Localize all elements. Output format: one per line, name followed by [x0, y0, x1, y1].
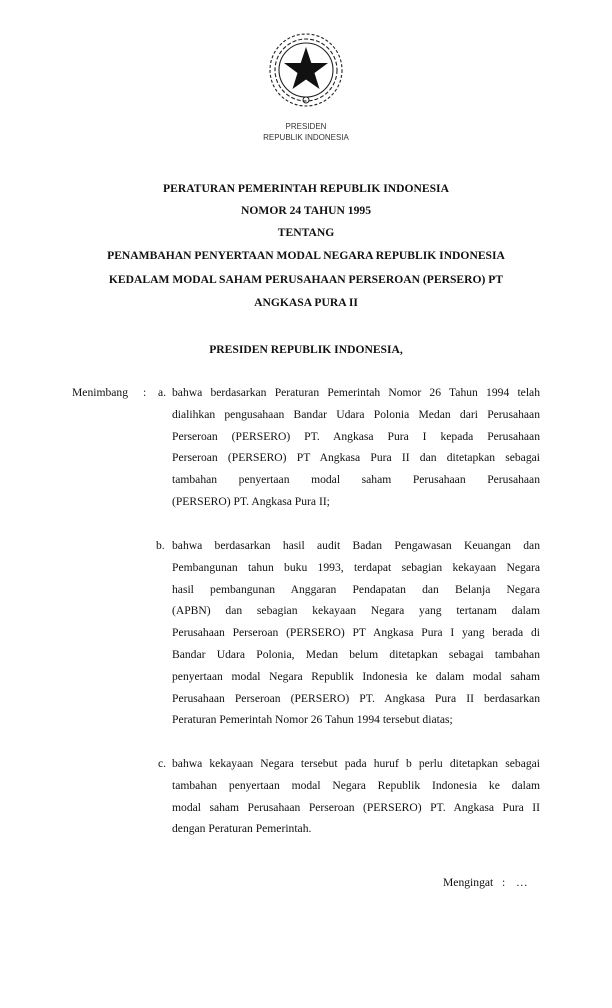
paragraph-line-text: penyertaan modal Negara Republik Indonesia ke dalam modal saham [172, 669, 540, 683]
paragraph-line-text: bahwa berdasarkan Peraturan Pemerintah Nomor 26 Tahun 1994 telah [172, 386, 540, 399]
paragraph-line-text: tambahan penyertaan modal saham Perusahaan Perusahaan [172, 473, 540, 487]
next-page-colon: : [502, 876, 506, 889]
paragraph-line [172, 386, 540, 399]
paragraph-line-text: Perseroan (PERSERO) PT. Angkasa Pura I kepada Perusahaan [172, 429, 540, 443]
paragraph-line [172, 648, 540, 661]
paragraph-line [172, 408, 540, 421]
paragraph-line [172, 713, 540, 726]
paragraph-line-text: hasil pembangunan Anggaran Pendapatan dan Belanja Negara [172, 582, 540, 596]
paragraph-line-text: Perseroan (PERSERO) PT Angkasa Pura II dan ditetapkan sebagai [172, 451, 540, 465]
paragraph-line [172, 670, 540, 683]
paragraph-line [172, 451, 540, 464]
paragraph-line [172, 757, 540, 770]
paragraph-line [172, 801, 540, 814]
paragraph-line [172, 539, 540, 552]
paragraph-line [172, 626, 540, 639]
item-marker: c. [158, 757, 167, 770]
menimbang-colon: : [143, 386, 147, 399]
seal-caption-republik: REPUBLIK INDONESIA [263, 133, 349, 142]
paragraph-line [172, 822, 540, 835]
paragraph-line [172, 692, 540, 705]
paragraph-line-text: (APBN) dan sebagian kekayaan Negara yang tertanam dalam [172, 604, 540, 618]
paragraph-line-text: dengan Peraturan Pemerintah. [172, 822, 312, 836]
paragraph-line [172, 604, 540, 617]
next-page-mengingat: Mengingat [443, 876, 494, 889]
paragraph-line-text: Peraturan Pemerintah Nomor 26 Tahun 1994 tersebut diatas; [172, 713, 453, 727]
seal-caption-presiden: PRESIDEN [285, 122, 327, 131]
paragraph-line-text: modal saham Perusahaan Perseroan (PERSERO) PT. Angkasa Pura II [172, 800, 540, 814]
paragraph-line-text: Bandar Udara Polonia, Medan belum ditetapkan sebagai tambahan [172, 648, 540, 661]
paragraph-line-text: tambahan penyertaan modal Negara Republik Indonesia ke dalam [172, 778, 540, 792]
paragraph-line [172, 430, 540, 443]
document-subject-line: PENAMBAHAN PENYERTAAN MODAL NEGARA REPUBLIK INDONESIA [107, 249, 505, 262]
document-title: PERATURAN PEMERINTAH REPUBLIK INDONESIA [163, 182, 449, 195]
next-page-ellipsis: … [516, 876, 528, 889]
item-marker: b. [156, 539, 165, 552]
paragraph-line [172, 779, 540, 792]
paragraph-line-text: bahwa kekayaan Negara tersebut pada huruf b perlu ditetapkan sebagai [172, 757, 540, 770]
paragraph-line-text: bahwa berdasarkan hasil audit Badan Pengawasan Keuangan dan [172, 539, 540, 552]
paragraph-line-text: dialihkan pengusahaan Bandar Udara Polonia Medan dari Perusahaan [172, 407, 540, 421]
president-heading: PRESIDEN REPUBLIK INDONESIA, [209, 343, 403, 356]
document-subject-line: ANGKASA PURA II [254, 296, 358, 309]
document-subject-line: KEDALAM MODAL SAHAM PERUSAHAAN PERSEROAN (PERSERO) PT [108, 273, 504, 286]
paragraph-line [172, 583, 540, 596]
document-tentang: TENTANG [277, 226, 335, 239]
garuda-presidential-seal-emblem [266, 30, 346, 110]
item-marker: a. [158, 386, 167, 399]
menimbang-label: Menimbang [72, 386, 129, 399]
paragraph-line-text: Perusahaan Perseroan (PERSERO) PT. Angkasa Pura II berdasarkan [172, 691, 540, 705]
paragraph-line-text: Pembangunan tahun buku 1993, terdapat sebagian kekayaan Negara [172, 560, 540, 574]
document-number: NOMOR 24 TAHUN 1995 [241, 204, 371, 217]
paragraph-line-text: Perusahaan Perseroan (PERSERO) PT Angkasa Pura I yang berada di [172, 626, 540, 640]
paragraph-line-text: (PERSERO) PT. Angkasa Pura II; [172, 495, 330, 508]
paragraph-line [172, 561, 540, 574]
paragraph-line [172, 473, 540, 486]
paragraph-line [172, 495, 540, 508]
